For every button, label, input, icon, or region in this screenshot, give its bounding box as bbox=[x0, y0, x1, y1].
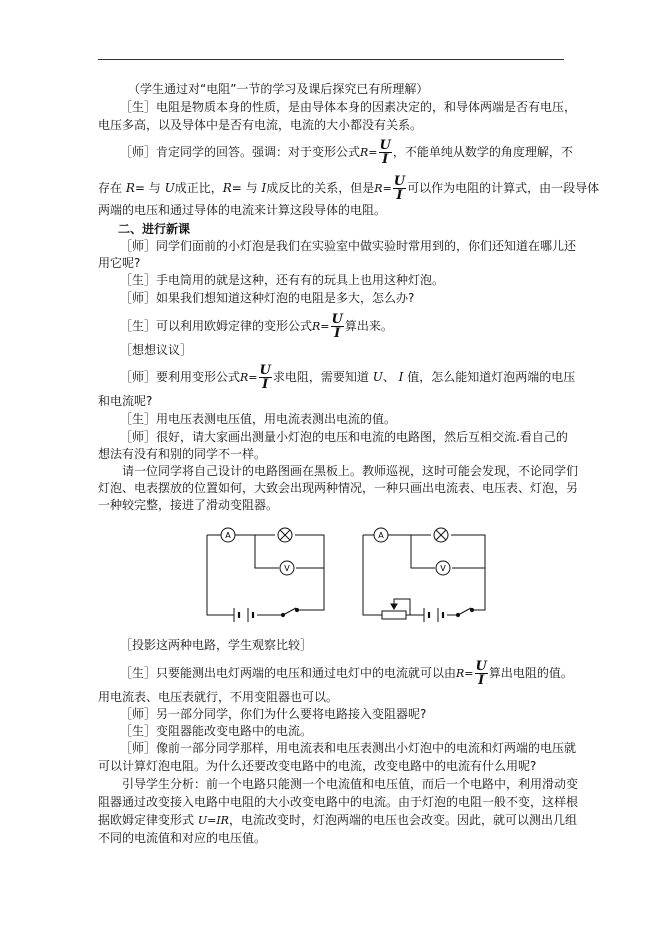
svg-text:V: V bbox=[440, 564, 446, 573]
paragraph-teacher-emphasis-cont: 存在 R= 与 U成正比，R= 与 I成反比的关系，但是R= $\frac{U}{I}$ 可以作为电阻的计算式，由一段导体 bbox=[98, 174, 600, 203]
paragraph-teacher-draw: ［师］很好，请大家画出测量小灯泡的电压和电流的电路图，然后互相交流.看自己的 bbox=[120, 430, 568, 444]
circuit-diagram-with-rheostat bbox=[360, 520, 490, 625]
paragraph-analysis-cont: 阻器通过改变接入电路中电阻的大小改变电路中的电流。由于灯泡的电阻一般不变，这样根 bbox=[98, 795, 579, 809]
paragraph-analysis-cont2: 据欧姆定律变形式 U=IR，电流改变时，灯泡两端的电压也会改变。因此，就可以测出几组 bbox=[98, 813, 577, 827]
voltmeter-icon bbox=[436, 561, 450, 575]
section-heading: 二、进行新课 bbox=[118, 222, 191, 236]
paragraph-student-no-rheostat: ［生］只要能测出电灯两端的电压和通过电灯中的电流就可以由R= $\frac{U}{I}$ 算出电阻的值。 bbox=[120, 659, 573, 688]
paragraph-teacher-purpose: ［师］像前一部分同学那样，用电流表和电压表测出小灯泡中的电流和灯两端的电压就 bbox=[120, 741, 577, 755]
paragraph-student-formula: ［生］可以利用欧姆定律的变形公式R= $\frac{U}{I}$ 算出来。 bbox=[120, 312, 393, 341]
paragraph-analysis: 引导学生分析：前一个电路只能测一个电流值和电压值，而后一个电路中，利用滑动变 bbox=[122, 777, 579, 791]
header-rule bbox=[98, 59, 564, 60]
formula-r-equals-u-over-i: $\frac{U}{I}$ bbox=[259, 363, 271, 392]
paragraph-student-no-rheostat-cont: 用电流表、电压表就行，不用变阻器也可以。 bbox=[98, 690, 339, 704]
paragraph-projection: ［投影这两种电路，学生观察比较］ bbox=[120, 638, 313, 652]
paragraph-blackboard-cont: 灯泡、电表摆放的位置如何，大致会出现两种情况，一种只画出电流表、电压表、灯泡，另 bbox=[98, 481, 579, 495]
paragraph-teacher-draw-cont: 想法有没有和别的同学不一样。 bbox=[98, 447, 267, 461]
svg-text:A: A bbox=[225, 531, 231, 540]
formula-r-equals-u-over-i: $\frac{U}{I}$ bbox=[331, 312, 343, 341]
paragraph-teacher-purpose-cont: 可以计算灯泡电阻。为什么还要改变电路中的电流，改变电路中的电流有什么用呢? bbox=[98, 759, 537, 773]
circuit-diagram-simple bbox=[204, 520, 329, 625]
formula-r-equals-u-over-i: $\frac{U}{I}$ bbox=[379, 138, 391, 167]
formula-r-equals-u-over-i: $\frac{U}{I}$ bbox=[475, 659, 487, 688]
paragraph-teacher-why-rheostat: ［师］另一部分同学，你们为什么要将电路接入变阻器呢? bbox=[120, 707, 427, 721]
paragraph-teacher-requirement: ［师］要利用变形公式R= $\frac{U}{I}$ 求电阻，需要知道 U、 I 值，怎么能知道灯泡两端的电压 bbox=[120, 363, 576, 392]
paragraph-analysis-end: 不同的电流值和对应的电压值。 bbox=[98, 831, 267, 845]
paragraph-intro: （学生通过对“电阻”一节的学习及课后探究已有所理解） bbox=[128, 82, 429, 96]
paragraph-think-discuss: ［想想议议］ bbox=[120, 343, 193, 357]
paragraph-blackboard-end: 一种较完整，接进了滑动变阻器。 bbox=[98, 498, 279, 512]
svg-text:A: A bbox=[378, 531, 384, 540]
paragraph-student-rheostat: ［生］变阻器能改变电路中的电流。 bbox=[120, 724, 313, 738]
voltmeter-icon bbox=[280, 561, 294, 575]
ammeter-icon bbox=[374, 528, 388, 542]
paragraph-teacher-requirement-cont: 和电流呢? bbox=[98, 394, 153, 408]
paragraph-teacher-question: ［师］同学们面前的小灯泡是我们在实验室中做实验时常用到的，你们还知道在哪儿还 bbox=[120, 239, 577, 253]
paragraph-blackboard: 请一位同学将自己设计的电路图画在黑板上。教师巡视，这时可能会发现，不论同学们 bbox=[122, 464, 579, 478]
paragraph-student-meters: ［生］用电压表测电压值，用电流表测出电流的值。 bbox=[120, 412, 397, 426]
paragraph-student-flashlight: ［生］手电筒用的就是这种，还有有的玩具上也用这种灯泡。 bbox=[120, 273, 445, 287]
paragraph-teacher-emphasis: ［师］肯定同学的回答。强调：对于变形公式R= $\frac{U}{I}$ ，不能单纯从数学的角度理解，不 bbox=[120, 138, 573, 167]
paragraph-student-answer: ［生］电阻是物质本身的性质，是由导体本身的因素决定的，和导体两端是否有电压， bbox=[120, 100, 577, 114]
lamp-icon bbox=[434, 528, 448, 542]
paragraph-student-answer-cont: 电压多高，以及导体中是否有电流，电流的大小都没有关系。 bbox=[98, 118, 423, 132]
ammeter-icon bbox=[221, 528, 235, 542]
paragraph-teacher-emphasis-end: 两端的电压和通过导体的电流来计算这段导体的电阻。 bbox=[98, 203, 387, 217]
svg-text:V: V bbox=[284, 564, 290, 573]
paragraph-teacher-how: ［师］如果我们想知道这种灯泡的电阻是多大，怎么办? bbox=[120, 291, 415, 305]
formula-r-equals-u-over-i: $\frac{U}{I}$ bbox=[393, 174, 406, 203]
paragraph-teacher-question-cont: 用它呢? bbox=[98, 256, 141, 270]
lamp-icon bbox=[278, 528, 292, 542]
